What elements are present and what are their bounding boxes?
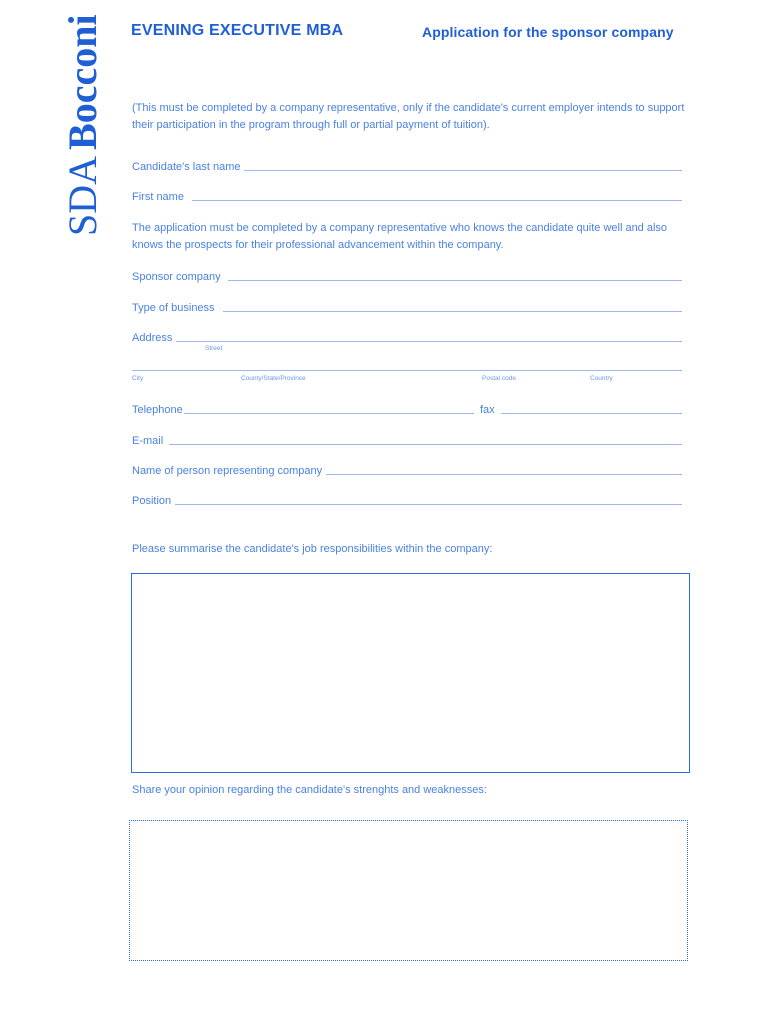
email-field[interactable] [169,444,682,445]
page-title: EVENING EXECUTIVE MBA [131,22,344,39]
representative-row [132,461,682,477]
street-hint: Street [205,345,223,352]
logo-name: Bocconi [60,14,105,150]
city-hint: City [132,375,144,382]
fax-label: fax [480,404,495,416]
last-name-row [132,157,682,173]
business-type-row [132,298,682,314]
logo-prefix: SDA [60,155,105,236]
first-name-row [132,187,682,203]
country-hint: Country [590,375,613,382]
fax-row [480,400,682,416]
representative-field[interactable] [326,474,682,475]
representative-label: Name of person representing company [132,465,323,477]
strengths-textbox[interactable] [129,820,688,961]
business-type-field[interactable] [223,311,682,312]
fax-field[interactable] [501,413,682,414]
sponsor-company-field[interactable] [228,280,682,281]
svg-text:SDABocconi [60,14,105,236]
email-row [132,431,682,447]
telephone-row [132,400,474,416]
postal-code-hint: Postal code [482,375,516,382]
business-type-label: Type of business [132,302,215,314]
email-label: E-mail [132,435,164,447]
intro-text: (This must be completed by a company representative, only if the candidate's current employer intends to support their participation in the program through full or partial payment of tuition). [132,102,685,131]
last-name-label: Candidate's last name [132,161,241,173]
sda-bocconi-logo [60,14,106,236]
page-subtitle: Application for the sponsor company [422,24,674,40]
instruction-text: The application must be completed by a company representative who knows the candidate quite well and also knows the prospects for their professional advancement within the company. [132,222,668,251]
city-line-field[interactable] [132,370,682,371]
responsibilities-textbox[interactable] [131,573,690,773]
sponsor-company-row [132,267,682,283]
telephone-field[interactable] [184,413,474,414]
county-hint: County/State/Province [241,375,306,382]
position-label: Position [132,495,172,507]
last-name-field[interactable] [244,170,683,171]
responsibilities-question: Please summarise the candidate's job responsibilities within the company: [132,543,493,555]
strengths-question: Share your opinion regarding the candidate's strenghts and weaknesses: [132,784,487,796]
first-name-field[interactable] [192,200,682,201]
address-label: Address [132,332,173,344]
street-field[interactable] [176,341,682,342]
first-name-label: First name [132,191,184,203]
position-row [132,491,682,507]
address-row [132,328,682,344]
sponsor-company-label: Sponsor company [132,271,221,283]
position-field[interactable] [175,504,682,505]
telephone-label: Telephone [132,404,183,416]
